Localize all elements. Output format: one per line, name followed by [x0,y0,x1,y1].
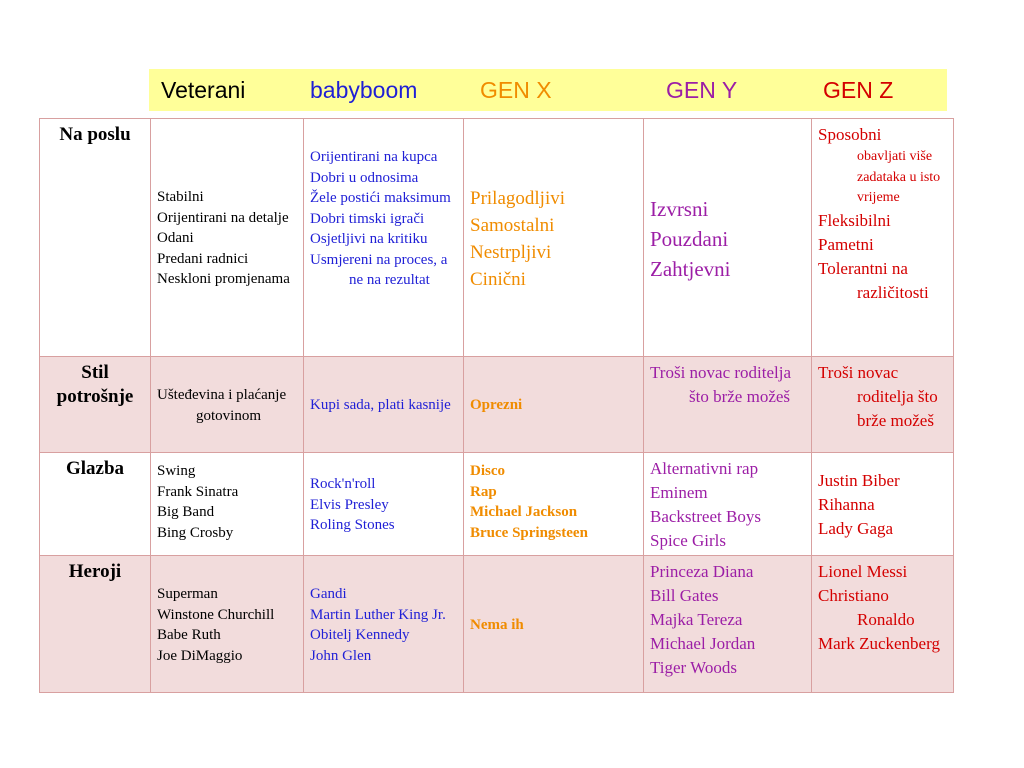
list-heroji-veterani [157,584,297,666]
list-item: Odani [157,230,194,247]
list-item: Tolerantni na različitosti [818,258,929,302]
list-stil-geny [650,361,805,409]
header-gen-y: GEN Y [666,77,738,103]
list-item: Michael Jordan [650,634,756,653]
cell-glazba-veterani [151,453,304,556]
list-item: Babe Ruth [157,627,221,643]
row-stil-potrosnje [40,357,954,453]
list-item: Christiano Ronaldo [818,586,915,629]
list-item: Ušteđevina i plaćanje gotovinom [157,387,287,424]
generation-header-bar [149,69,947,111]
list-item: Michael Jackson [470,504,578,520]
cell-stil-genx [464,357,644,453]
list-item: Troši novac roditelja što brže možeš [650,363,792,406]
list-item: Lady Gaga [818,519,894,538]
list-item: Rock'n'roll [310,476,376,493]
generations-comparison-table [39,118,954,693]
list-item: Martin Luther King Jr. [310,606,446,623]
cell-stil-geny [644,357,812,453]
list-glazba-veterani [157,461,297,543]
list-item: Majka Tereza [650,610,743,629]
cell-heroji-genx [464,556,644,693]
row-label-stil: Stil [81,362,109,383]
cell-glazba-genz [812,453,954,556]
list-item: Alternativni rap [650,459,759,478]
genz-sposobni: Sposobni [818,125,882,144]
list-item: Disco [470,463,505,479]
list-item: Gandi [310,586,347,602]
list-item: Dobri timski igrači [310,210,425,227]
list-item: Joe DiMaggio [157,647,243,664]
list-item: Swing [157,463,196,479]
list-item: Usmjereni na proces, a ne na rezultat [310,251,448,288]
list-item: Fleksibilni [818,210,891,230]
list-item: Troši novac roditelja što brže možeš [818,363,938,430]
list-glazba-genz [818,469,947,541]
list-item: Spice Girls [650,531,727,550]
genz-na-poslu-block [818,123,947,305]
list-item: Elvis Presley [310,496,389,513]
list-na-poslu-genz-rest [818,209,947,305]
list-item: Izvrsni [650,196,709,221]
list-item: Stabilni [157,189,204,206]
list-item: Roling Stones [310,517,395,534]
list-item: Lionel Messi [818,562,908,581]
list-stil-genx [470,395,637,416]
list-item: Bruce Springsteen [470,524,588,541]
row-label-heroji: Heroji [40,556,151,693]
list-item: Orijentirani na detalje [157,209,289,226]
list-item: Nema ih [470,616,524,633]
list-item: Nestrpljivi [470,241,552,263]
header-gen-x: GEN X [480,77,552,103]
list-glazba-babyboom [310,474,457,536]
list-item: Neskloni promjenama [157,271,290,288]
list-item: Backstreet Boys [650,507,761,526]
row-glazba [40,453,954,556]
list-item: Justin Biber [818,471,900,490]
list-item: Rihanna [818,495,875,514]
list-item: Prilagodljivi [470,187,565,209]
list-item: Frank Sinatra [157,483,239,500]
list-na-poslu-babyboom [310,147,457,291]
list-stil-babyboom [310,395,457,416]
list-item: Big Band [157,504,215,520]
header-babyboom: babyboom [310,77,418,103]
row-na-poslu [40,119,954,357]
list-stil-veterani [157,385,297,426]
list-na-poslu-genx [470,185,637,293]
row-label-glazba: Glazba [40,453,151,556]
cell-stil-veterani [151,357,304,453]
list-item: Orijentirani na kupca [310,149,438,165]
list-item: Princeza Diana [650,562,754,581]
list-item: Rap [470,483,497,500]
cell-glazba-geny [644,453,812,556]
list-na-poslu-veterani [157,187,297,290]
list-item: Obitelj Kennedy [310,627,410,643]
header-gen-z: GEN Z [823,77,894,103]
cell-na-poslu-genz [812,119,954,357]
cell-na-poslu-genx [464,119,644,357]
list-item: Žele postići maksimum [310,190,451,206]
list-item: Pametni [818,234,874,254]
list-heroji-genz [818,560,947,656]
list-heroji-genx [470,615,637,636]
list-stil-genz [818,361,947,433]
list-item: Mark Zuckenberg [818,634,940,653]
cell-glazba-genx [464,453,644,556]
list-item: Bill Gates [650,586,719,605]
list-heroji-geny [650,560,805,680]
cell-stil-genz [812,357,954,453]
list-item: Bing Crosby [157,524,234,541]
list-item: Predani radnici [157,250,249,267]
cell-stil-babyboom [304,357,464,453]
list-item: Winstone Churchill [157,606,275,623]
cell-na-poslu-babyboom [304,119,464,357]
list-item: Dobri u odnosima [310,169,419,186]
cell-na-poslu-geny [644,119,812,357]
list-na-poslu-geny [650,194,805,284]
list-item: Cinični [470,268,526,290]
list-heroji-babyboom [310,584,457,666]
list-item: Pouzdani [650,226,729,251]
cell-glazba-babyboom [304,453,464,556]
row-label-na-poslu: Na poslu [40,119,151,357]
cell-na-poslu-veterani [151,119,304,357]
list-item: John Glen [310,647,372,664]
list-glazba-geny [650,457,805,553]
list-item: Eminem [650,483,708,502]
list-item: Oprezni [470,397,523,414]
list-item: Tiger Woods [650,658,737,677]
genz-sposobni-sub: obavljati više zadataka u isto vrijeme [857,149,941,205]
list-glazba-genx [470,461,637,543]
list-item: Superman [157,586,218,602]
cell-heroji-babyboom [304,556,464,693]
list-item: Kupi sada, plati kasnije [310,397,451,414]
list-item: Samostalni [470,214,555,236]
cell-heroji-veterani [151,556,304,693]
cell-heroji-geny [644,556,812,693]
list-item: Zahtjevni [650,256,731,281]
cell-heroji-genz [812,556,954,693]
list-item: Osjetljivi na kritiku [310,231,428,247]
row-heroji [40,556,954,693]
header-veterani: Veterani [161,77,246,103]
row-label-potrosnje: potrošnje [56,385,134,407]
row-label-stil-potrosnje [40,357,151,453]
